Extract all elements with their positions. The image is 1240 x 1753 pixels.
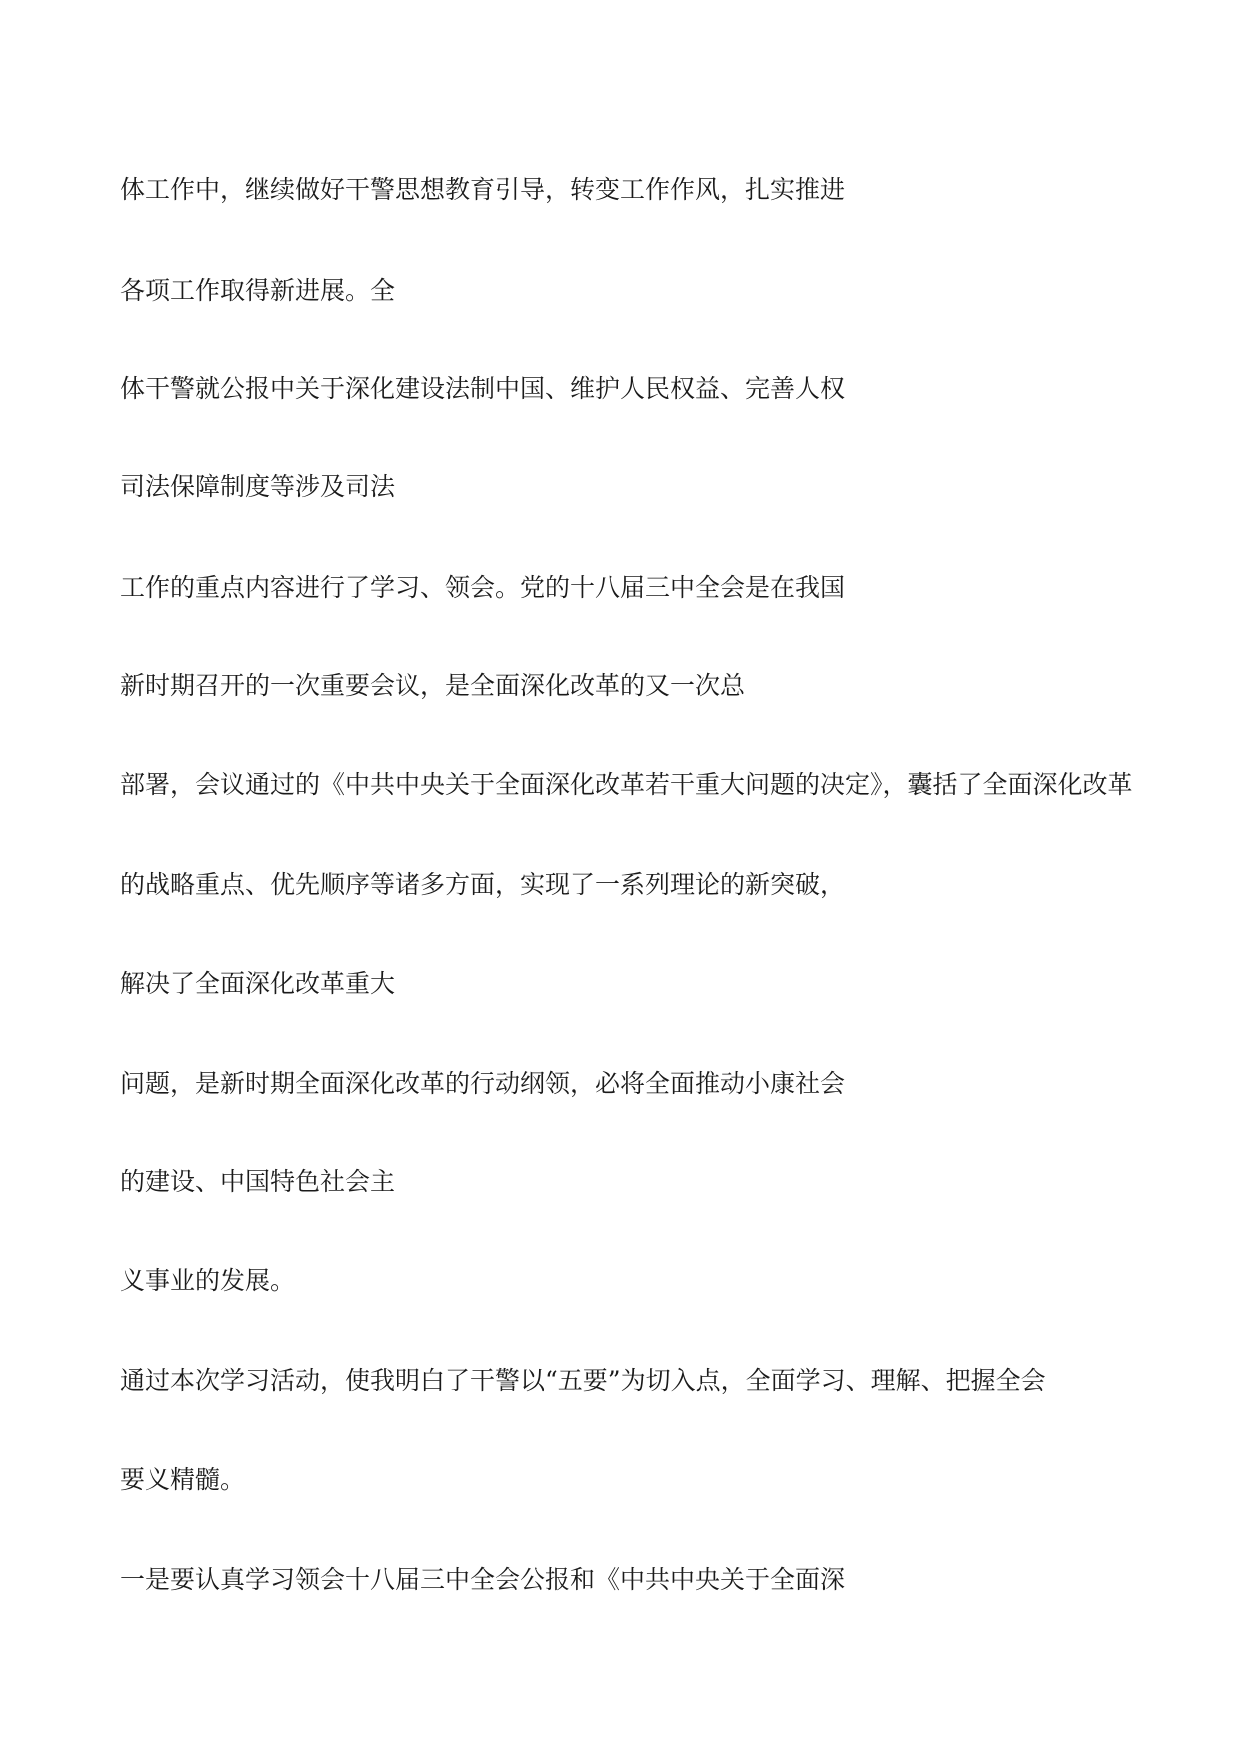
text-line: 问题，是新时期全面深化改革的行动纲领，必将全面推动小康社会 <box>120 1069 846 1098</box>
text-line: 体干警就公报中关于深化建设法制中国、维护人民权益、完善人权 <box>120 374 846 403</box>
text-line: 义事业的发展。 <box>120 1266 296 1295</box>
text-line: 司法保障制度等涉及司法 <box>120 472 396 501</box>
text-line: 一是要认真学习领会十八届三中全会公报和《中共中央关于全面深 <box>120 1565 846 1594</box>
text-line: 要义精髓。 <box>120 1465 246 1494</box>
text-line: 工作的重点内容进行了学习、领会。党的十八届三中全会是在我国 <box>120 573 846 602</box>
text-line: 解决了全面深化改革重大 <box>120 969 396 998</box>
text-line: 通过本次学习活动，使我明白了干警以“五要”为切入点，全面学习、理解、把握全会 <box>120 1366 1046 1395</box>
text-line: 的建设、中国特色社会主 <box>120 1167 396 1196</box>
text-line: 体工作中，继续做好干警思想教育引导，转变工作作风，扎实推进 <box>120 175 846 204</box>
text-line: 各项工作取得新进展。全 <box>120 276 396 305</box>
text-line: 新时期召开的一次重要会议，是全面深化改革的又一次总 <box>120 671 746 700</box>
text-line: 的战略重点、优先顺序等诸多方面，实现了一系列理论的新突破， <box>120 870 846 899</box>
text-line: 部署，会议通过的《中共中央关于全面深化改革若干重大问题的决定》，囊括了全面深化改革 <box>120 770 1133 799</box>
